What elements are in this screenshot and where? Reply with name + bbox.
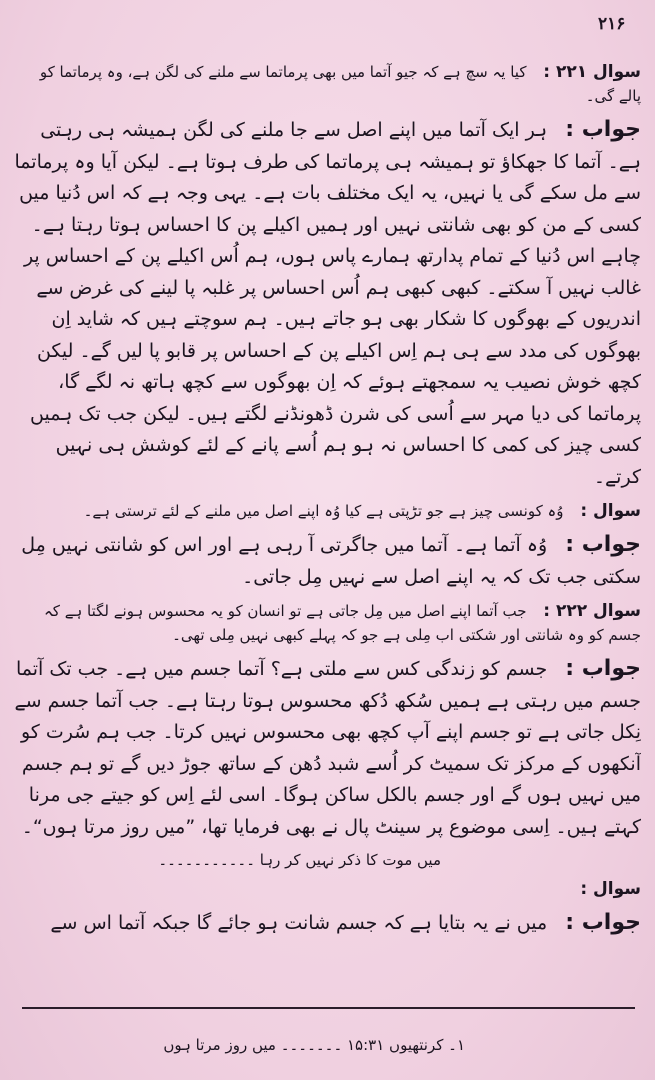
footnote-divider bbox=[22, 1007, 635, 1009]
footnote-reference: ۱۔ کرنتھیوں ۱۵:۳۱ ۔۔۔۔۔۔۔ میں روز مرتا ہوں bbox=[163, 1036, 465, 1054]
answer-label: جواب : bbox=[565, 117, 641, 142]
page-body bbox=[14, 60, 641, 1000]
footnote bbox=[20, 1036, 635, 1066]
question-label: سوال : bbox=[580, 501, 641, 521]
question-222 bbox=[14, 599, 641, 647]
page-number: ۲۱۶ bbox=[598, 14, 626, 34]
answer-1 bbox=[14, 114, 641, 493]
answer-label: جواب : bbox=[565, 656, 641, 681]
answer-2 bbox=[14, 529, 641, 593]
answer-text: ہر ایک آتما میں اپنے اصل سے جا ملنے کی لگن ہمیشہ ہی رہتی ہے۔ آتما کا جھکاؤ تو ہمیشہ ہی پرماتما کی طرف ہوتا ہے۔ لیکن آیا وہ پرماتما سے مل سکے گی یا نہیں، یہ ایک مختلف بات ہے۔ یہی وجہ ہے کہ اس دُنیا میں کسی کے من کو بھی شانتی نہیں اور ہمیں اکیلے پن کا احساس ہوتا رہتا ہے۔ چاہے اس دُنیا کے تمام پدارتھ ہمارے پاس ہوں، ہم اُس اکیلے پن کے احساس پر غالب نہیں آ سکتے۔ کبھی کبھی ہم اُس احساس پر غلبہ پا لینے کی غرض سے اندریوں کے بھوگوں کا شکار بھی ہو جاتے ہیں۔ ہم سوچتے ہیں کہ شاید اِن بھوگوں کی مدد سے ہی ہم اِس اکیلے پن کے احساس پر قابو پا لیں گے۔ لیکن کچھ خوش نصیب یہ سمجھتے ہوئے کہ اِن بھوگوں سے کچھ ہاتھ نہ لگے گا، پرماتما کی دیا مہر سے اُسی کی شرن ڈھونڈنے لگتے ہیں۔ لیکن جب تک ہمیں کسی چیز کی کمی کا احساس نہ ہو ہم اُسے پانے کے لئے کوشش ہی نہیں کرتے۔ bbox=[14, 119, 641, 488]
question-label: سوال ۲۲۲ : bbox=[543, 601, 641, 621]
answer-text: وُہ آتما ہے۔ آتما میں جاگرتی آ رہی ہے اور اس کو شانتی نہیں مِل سکتی جب تک کہ یہ اپنے اصل سے نہیں مِل جاتی۔ bbox=[21, 534, 641, 588]
question-text: جب آتما اپنے اصل میں مِل جاتی ہے تو انسان کو یہ محسوس ہونے لگتا ہے کہ جسم کو وہ شانتی اور شکتی اب مِلی ہے جو کہ پہلے کبھی نہیں مِلی تھی۔ bbox=[44, 602, 641, 644]
question-text: وُہ کونسی چیز ہے جو تڑپتی ہے کیا وُہ اپنے اصل میں ملنے کے لئے ترستی ہے۔ bbox=[83, 502, 564, 520]
answer-text: میں نے یہ بتایا ہے کہ جسم شانت ہو جائے گا جبکہ آتما اس سے bbox=[50, 912, 548, 934]
question-3 bbox=[14, 877, 641, 901]
question-label: سوال ۲۲۱ : bbox=[543, 62, 641, 82]
answer-label: جواب : bbox=[565, 532, 641, 557]
quote-text: میں موت کا ذکر نہیں کر رہا ۔۔۔۔۔۔۔۔۔۔۔ bbox=[158, 851, 441, 869]
question-2 bbox=[14, 499, 641, 523]
answer-label: جواب : bbox=[565, 910, 641, 935]
question-221 bbox=[14, 60, 641, 108]
answer-4 bbox=[14, 907, 641, 940]
question-text: کیا یہ سچ ہے کہ جیو آتما میں بھی پرماتما سے ملنے کی لگن ہے، وہ پرماتما کو پالے گی۔ bbox=[39, 63, 641, 105]
answer-3 bbox=[14, 653, 641, 843]
question-label: سوال : bbox=[580, 879, 641, 899]
quote-line bbox=[14, 849, 641, 871]
answer-text: جسم کو زندگی کس سے ملتی ہے؟ آتما جسم میں ہے۔ جب تک آتما جسم میں رہتی ہے ہمیں سُکھ دُکھ محسوس ہوتا رہتا ہے۔ جب آتما جسم سے نِکل جاتی ہے تو جسم اپنے آپ کچھ بھی محسوس نہیں کرتا۔ جب ہم سُرت کو آنکھوں کے مرکز تک سمیٹ کر اُسے شبد دُھن کے ساتھ جوڑ دیں گے تو ہم جسم میں نہیں ہوں گے اور جسم بالکل ساکن ہوگا۔ اسی لئے اِس کو جیتے جی مرنا کہتے ہیں۔ اِسی موضوع پر سینٹ پال نے بھی فرمایا تھا، ”میں روز مرتا ہوں“۔ bbox=[14, 658, 641, 838]
